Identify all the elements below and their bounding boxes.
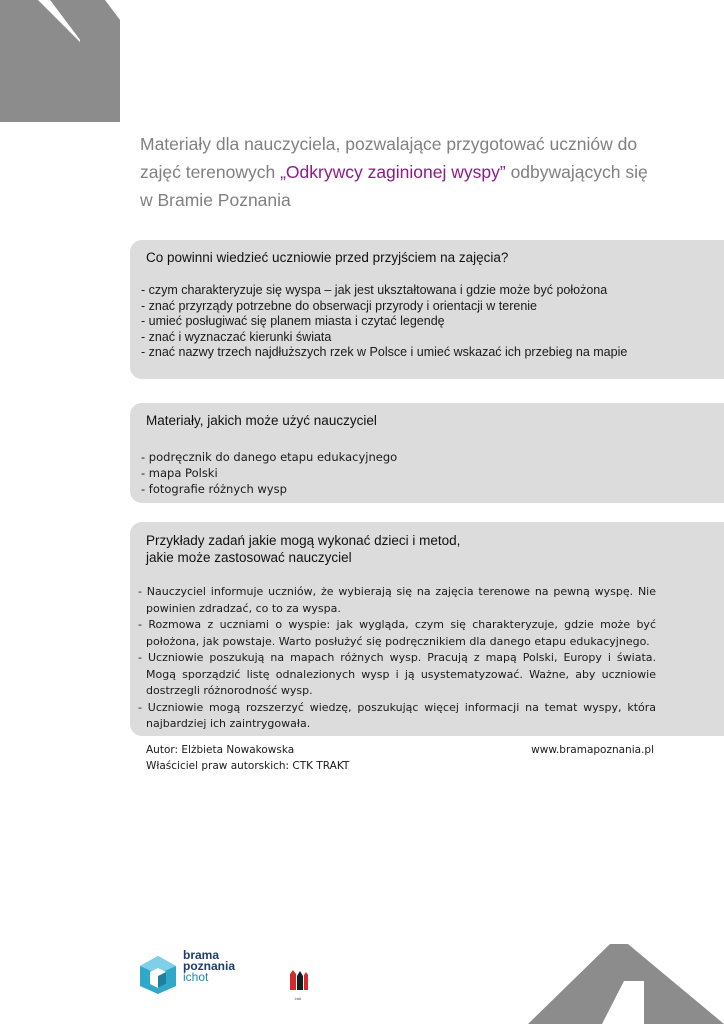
section-materials [130,403,724,503]
brama-poznania-logo-icon [136,952,180,996]
list-item: - Rozmowa z uczniami o wyspie: jak wygląda, czym się charakteryzuje, gdzie może być położona, jak powstaje. Warto posłużyć się podręcznikiem dla danego etapu edukacyjnego. [138,618,656,648]
decorative-shape-top [0,0,145,140]
partner-logo [278,966,318,1001]
list-item: - podręcznik do danego etapu edukacyjnego [141,450,398,464]
list-item: - znać przyrządy potrzebne do obserwacji przyrody i orientacji w terenie [141,298,538,313]
section-heading: Co powinni wiedzieć uczniowie przed przyjściem na zajęcia? [146,250,509,265]
logo-word-ichot: ichot [183,970,209,984]
section-heading [146,532,460,566]
page-title [140,130,660,214]
section-task-examples [130,522,724,736]
list-item: - znać i wyznaczać kierunki świata [141,329,332,344]
section-heading-line1: Przykłady zadań jakie mogą wykonać dzieci i metod, [146,533,461,548]
brama-poznania-logo-text [183,950,235,983]
list-item: - umieć posługiwać się planem miasta i czytać legendę [141,314,445,328]
partner-logo-icon [278,966,318,992]
footer-owner: Właściciel praw autorskich: CTK TRAKT [146,759,350,772]
footer-website-link[interactable]: www.bramapoznania.pl [531,744,654,756]
list-item: - Uczniowie mogą rozszerzyć wiedzę, poszukując więcej informacji na temat wyspy, która najbardziej ich zaintrygowała. [138,700,656,730]
partner-logo-caption: trakt [294,997,302,1001]
section-prior-knowledge [130,240,724,379]
footer-author: Autor: Elżbieta Nowakowska [146,744,295,756]
footer-credits [146,743,349,774]
section-heading: Materiały, jakich może użyć nauczyciel [146,413,377,428]
title-part2: odbywających się w Bramie Poznania [140,162,648,210]
list-item: - Uczniowie poszukują na mapach różnych wysp. Pracują z mapą Polski, Europy i świata. Mogą sporządzić listę odnalezionych wysp i ją usystematyzować. Ważne, aby uczniowie dostrzegli różnorodność wysp. [138,651,656,697]
list-item: - Nauczyciel informuje uczniów, że wybierają się na zajęcia terenowe na pewną wyspę. Nie powinien zdradzać, co to za wyspa. [138,585,656,615]
decorative-shape-bottom [528,926,724,1024]
title-highlight: „Odkrywcy zaginionej wyspy” [280,162,506,182]
logo-word-brama: brama [183,948,220,962]
section-heading-line2: jakie może zastosować nauczyciel [146,550,352,565]
title-part1: Materiały dla nauczyciela, pozwalające przygotować uczniów do zajęć terenowych [140,134,638,182]
list-item: - znać nazwy trzech najdłuższych rzek w Polsce i umieć wskazać ich przebieg na mapie [141,345,628,359]
list-item: - fotografie różnych wysp [141,482,287,496]
list-item: - mapa Polski [141,466,218,480]
list-item: - czym charakteryzuje się wyspa – jak jest ukształtowana i gdzie może być położona [141,283,608,297]
logo-word-poznania: poznania [183,959,236,973]
